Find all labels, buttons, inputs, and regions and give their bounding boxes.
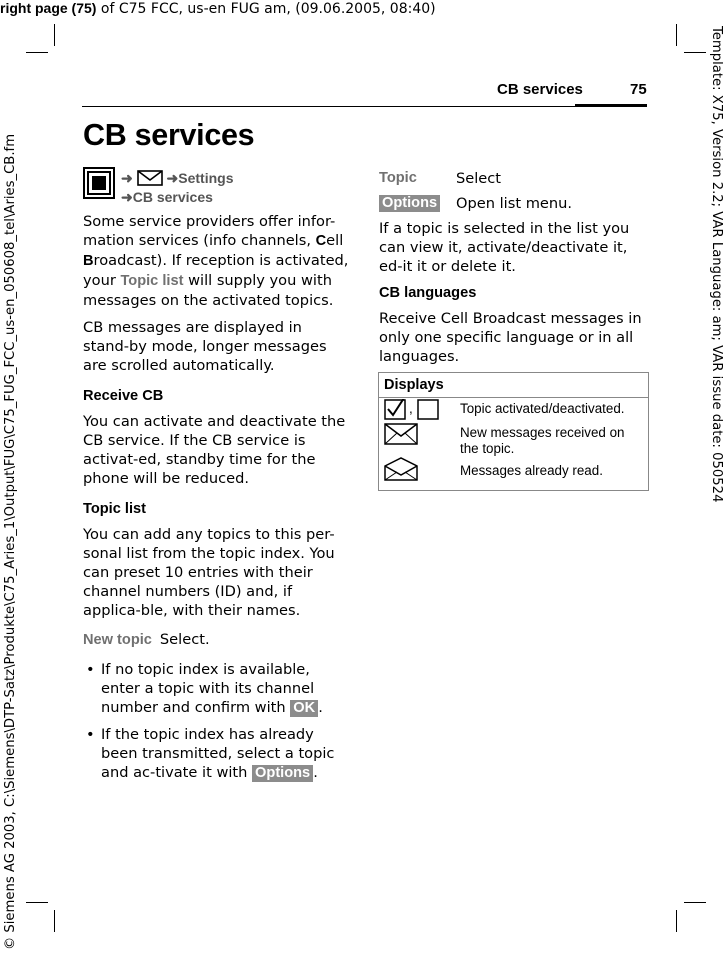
intro-text: roadcast). If reception is activated, your (83, 252, 349, 289)
left-column (83, 212, 351, 790)
topic-value: Select (456, 170, 502, 187)
intro-paragraph-2: CB messages are displayed in stand-by mode, longer messages are scrolled automatically. (83, 319, 327, 374)
running-header-title: CB services (497, 81, 583, 98)
displays-table (378, 372, 649, 491)
bullet-end: . (313, 764, 318, 781)
empty-box-icon (417, 399, 439, 424)
icon-separator: , (409, 401, 413, 416)
intro-text: will supply you with messages on the activated topics. (83, 272, 334, 309)
crop-mark (684, 52, 706, 53)
read-message-icon (384, 457, 418, 485)
right-column (379, 219, 649, 374)
topic-list-ref: Topic list (120, 273, 184, 289)
cb-languages-heading: CB languages (379, 285, 477, 301)
receive-cb-text: You can activate and deactivate the CB service. If the CB service is activat-ed, standby time for the phone will be reduced. (83, 413, 346, 487)
print-header-info: of C75 FCC, us-en FUG am, (09.06.2005, 08:40) (96, 1, 436, 17)
template-info: Template: X75, Version 2.2; VAR Language: am; VAR issue date: 050524 (709, 26, 724, 503)
nav-path-line2 (121, 188, 213, 207)
list-item (83, 725, 351, 782)
topic-list-heading: Topic list (83, 501, 146, 517)
crop-mark (54, 910, 55, 932)
options-softkey: Options (379, 195, 440, 212)
ok-softkey: OK (290, 700, 318, 717)
intro-text: ell (326, 232, 344, 249)
topic-key: Topic (379, 170, 417, 186)
receive-cb-heading: Receive CB (83, 388, 164, 404)
crop-mark (54, 24, 55, 46)
checked-box-icon (384, 399, 406, 424)
header-rule-accent (575, 104, 647, 107)
bullet-text: If the topic index has already been transmitted, select a topic and ac-tivate it with (101, 726, 335, 781)
row-text: Topic activated/deactivated. (460, 401, 625, 416)
new-message-icon (384, 423, 418, 449)
intro-text: Some service providers offer infor-mation services (info channels, (83, 213, 336, 249)
bullet: • (86, 726, 95, 743)
divider (379, 397, 648, 398)
nav-cb-services: CB services (132, 189, 213, 205)
print-header (0, 0, 436, 17)
menu-key-icon (83, 167, 115, 199)
bullet-text: If no topic index is available, enter a topic with its channel number and confirm with (101, 661, 315, 716)
crop-mark (684, 902, 706, 903)
options-softkey: Options (252, 765, 313, 782)
intro-c: C (315, 233, 327, 249)
crop-mark (26, 52, 48, 53)
list-item (83, 660, 351, 717)
copyright-path: © Siemens AG 2003, C:\Siemens\DTP-Satz\Produkte\C75_Aries_1\Output\FUG\C75_FUG_FCC_us-en_050608_tel\Aries_CB.fm (3, 133, 18, 950)
options-value: Open list menu. (456, 195, 573, 212)
new-topic-key: New topic (83, 632, 152, 648)
displays-title: Displays (384, 377, 444, 393)
crop-mark (26, 902, 48, 903)
crop-mark (676, 24, 677, 46)
topic-selected-text: If a topic is selected in the list you can view it, activate/deactivate it, ed-it it or delete it. (379, 220, 630, 275)
intro-b: B (83, 253, 94, 269)
bullet-list (83, 660, 351, 782)
new-topic-row (83, 630, 351, 650)
arrow-icon: ➜ (121, 189, 133, 205)
new-topic-value: Select. (159, 631, 210, 648)
cb-languages-text: Receive Cell Broadcast messages in only one specific language or in all languages. (379, 310, 642, 365)
topic-list-text: You can add any topics to this per-sonal list from the topic index. You can preset 10 entries with their channel numbers (ID) and, if applica-ble, with their names. (83, 526, 335, 619)
arrow-icon: ➜ (121, 170, 133, 186)
page-number: 75 (630, 81, 647, 98)
options-key (379, 194, 440, 212)
page-title: CB services (83, 118, 255, 152)
row-text: Messages already read. (460, 463, 603, 478)
intro-paragraph (83, 212, 351, 310)
arrow-icon: ➜ (166, 170, 179, 186)
bullet: • (86, 661, 95, 678)
row-text: New messages received on the topic. (460, 425, 625, 456)
header-rule (82, 106, 647, 107)
nav-settings: Settings (178, 170, 234, 186)
bullet-end: . (318, 699, 323, 716)
crop-mark (676, 910, 677, 932)
print-header-page: right page (75) (0, 0, 97, 16)
